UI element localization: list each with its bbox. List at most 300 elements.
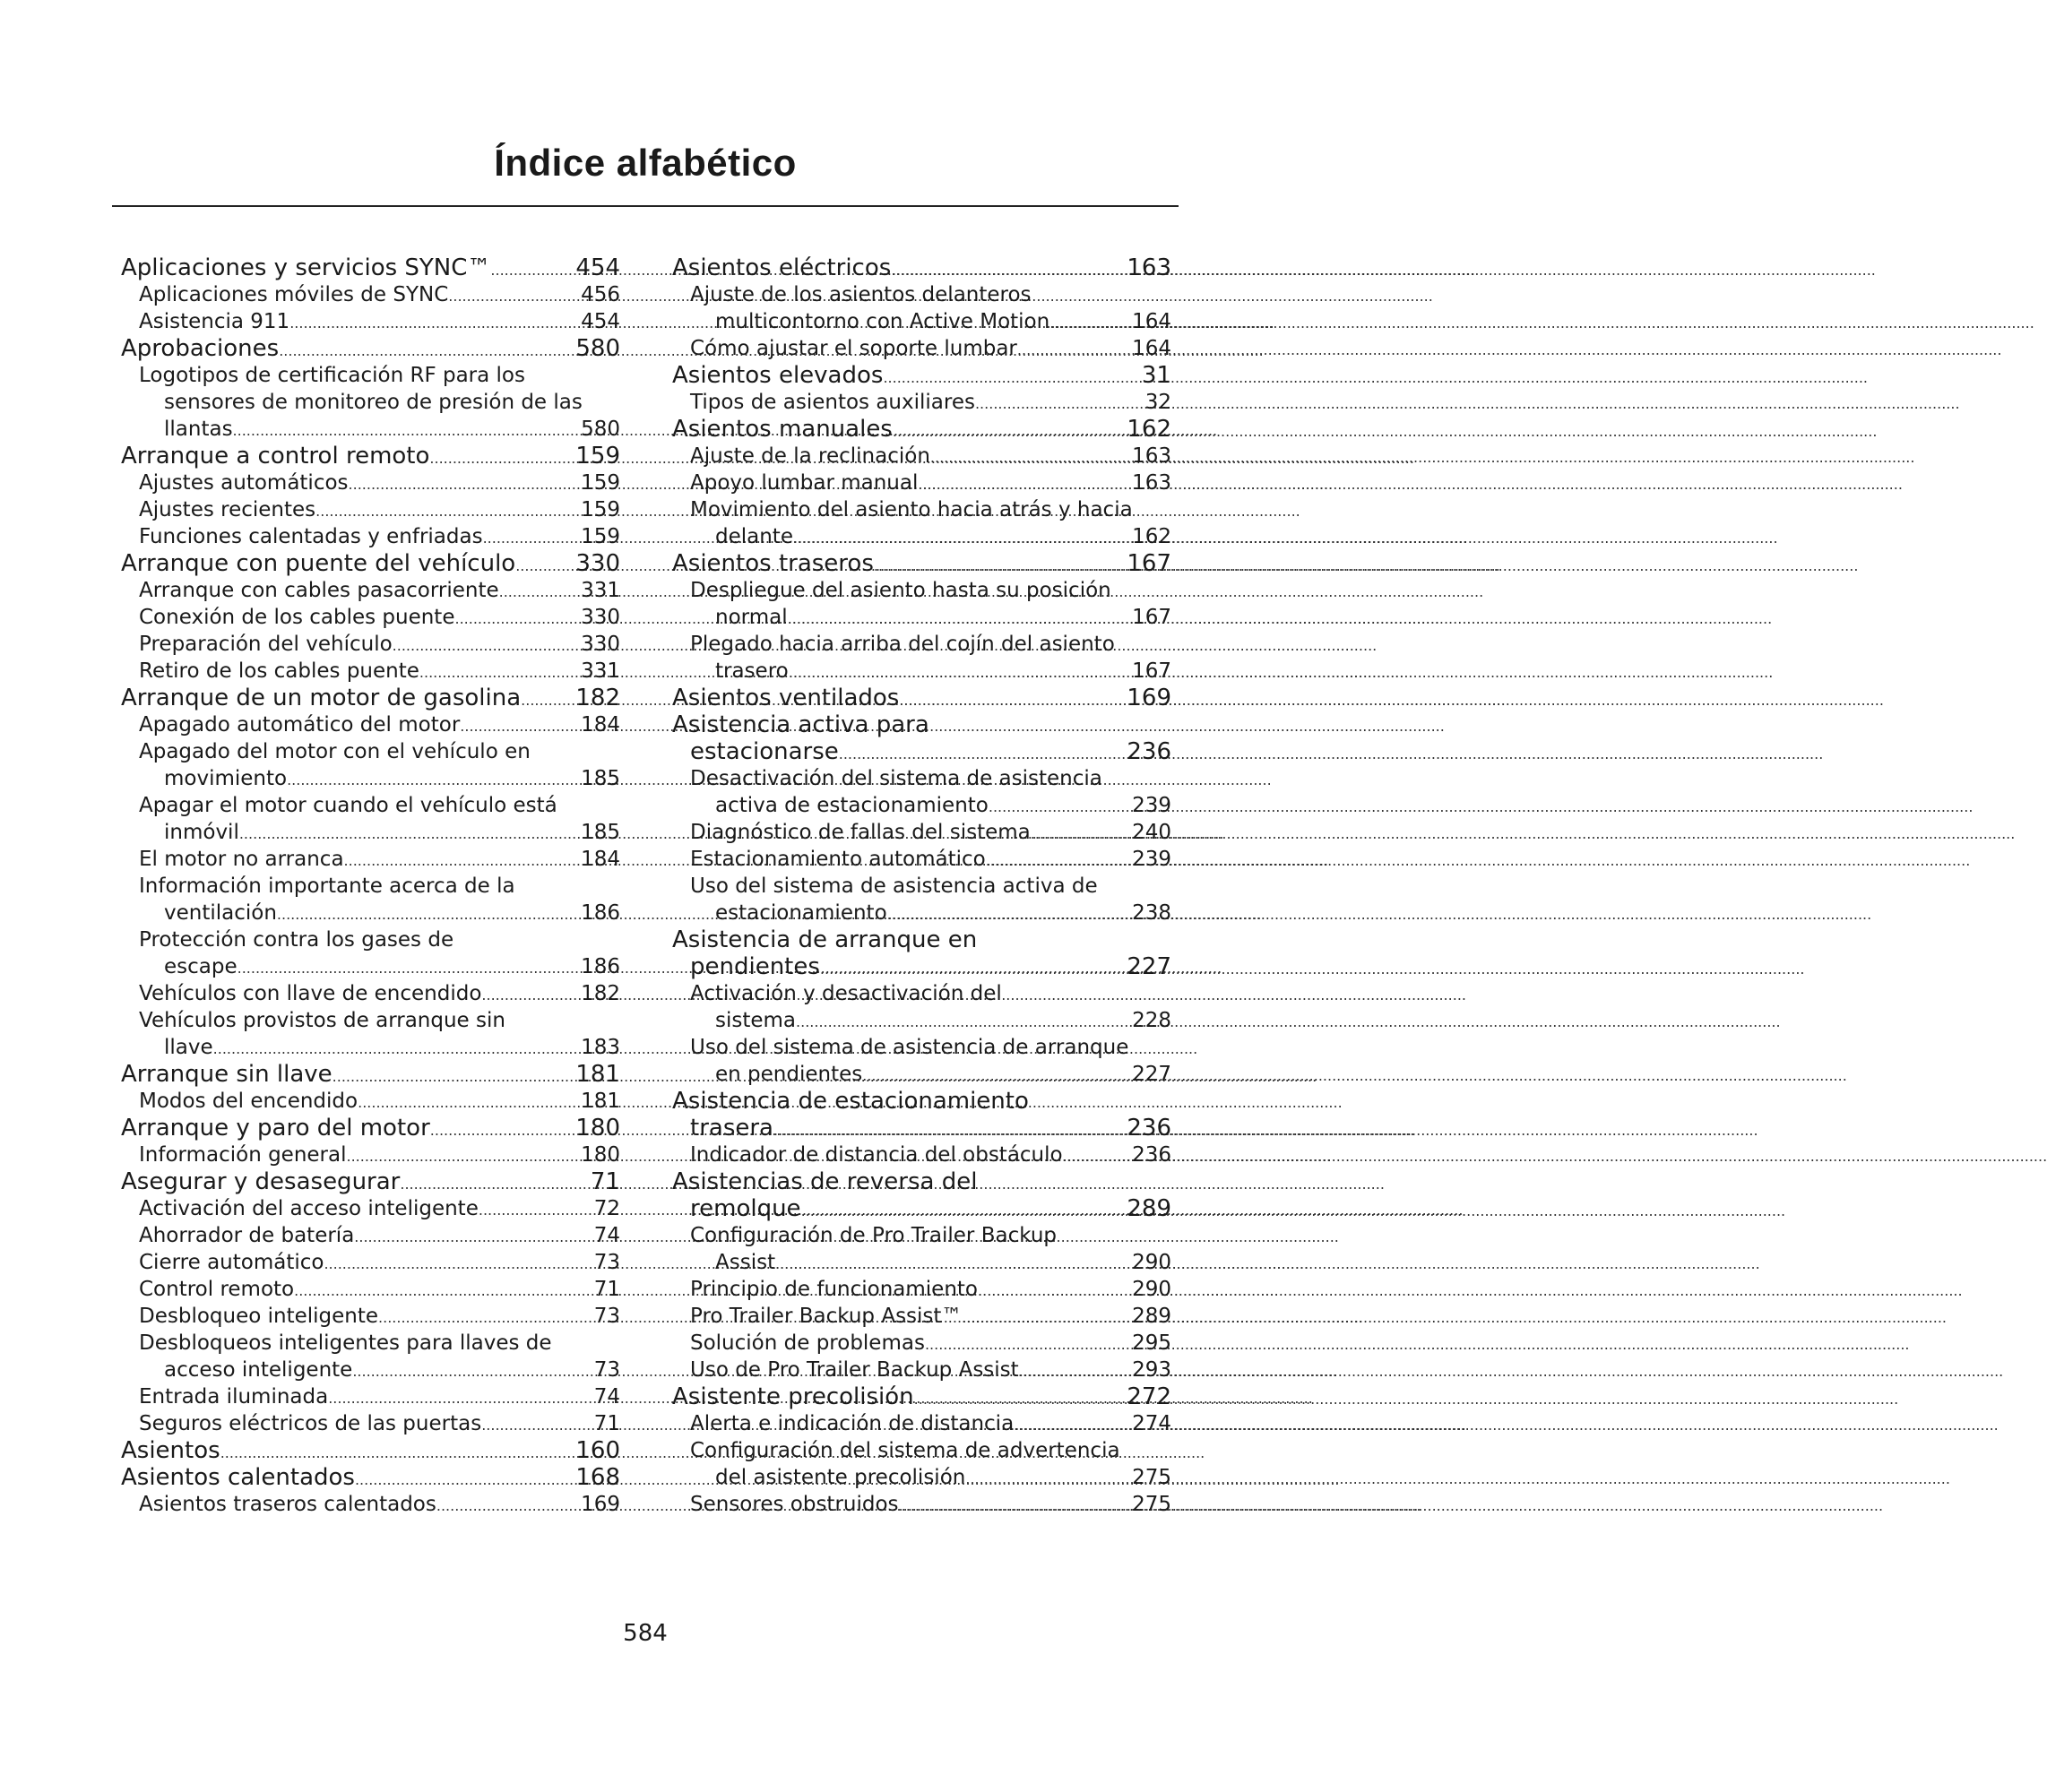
dot-leader: [481, 1412, 594, 1439]
entry-text: del asistente precolisión: [715, 1466, 966, 1489]
entry-text: Asientos eléctricos: [672, 254, 892, 281]
dot-leader: [978, 1278, 1132, 1305]
entry-page-number: 330: [581, 606, 620, 629]
index-subentry: [121, 1007, 620, 1034]
index-subentry: [121, 470, 620, 496]
entry-text: normal: [715, 606, 788, 629]
entry-text: Control remoto: [139, 1278, 295, 1301]
entry-text: Uso del sistema de asistencia de arranque: [690, 1036, 1129, 1059]
page-number: 584: [623, 1620, 668, 1647]
entry-text: Ajuste de los asientos delanteros: [690, 283, 1032, 306]
entry-page-number: 167: [1132, 606, 1171, 629]
entry-page-number: 227: [1132, 1063, 1171, 1086]
entry-text: Asegurar y desasegurar: [121, 1168, 401, 1195]
entry-page-number: 71: [593, 1412, 620, 1435]
index-subentry: [121, 1222, 620, 1249]
entry-page-number: 182: [581, 982, 620, 1005]
index-subentry: [121, 873, 620, 900]
entry-page-number: 159: [575, 443, 620, 470]
entry-page-number: 168: [575, 1464, 620, 1491]
entry-page-number: 163: [1132, 471, 1171, 495]
page-title: Índice alfabético: [494, 142, 797, 184]
index-subentry: [672, 1464, 1171, 1491]
entry-text: Movimiento del asiento hacia atrás y hacia: [690, 498, 1133, 521]
entry-text: Uso de Pro Trailer Backup Assist: [690, 1358, 1019, 1382]
entry-text: Configuración del sistema de advertencia: [690, 1439, 1120, 1462]
entry-text: llantas: [164, 418, 233, 441]
dot-leader: [354, 1224, 593, 1251]
entry-page-number: 162: [1132, 525, 1171, 548]
index-subentry: [121, 900, 620, 926]
entry-text: Asientos elevados: [672, 362, 884, 389]
index-entry: [121, 1464, 620, 1491]
entry-page-number: 73: [593, 1251, 620, 1274]
entry-page-number: 289: [1132, 1305, 1171, 1328]
entry-page-number: 290: [1132, 1278, 1171, 1301]
dot-leader: [430, 1117, 576, 1144]
dot-leader: [324, 1251, 593, 1278]
index-subentry: [121, 1195, 620, 1222]
dot-leader: [1049, 310, 1132, 337]
index-entry: [672, 1168, 1171, 1195]
entry-text: Arranque de un motor de gasolina: [121, 685, 522, 711]
dot-leader: [355, 1467, 575, 1494]
entry-text: Configuración de Pro Trailer Backup: [690, 1224, 1058, 1247]
index-entry: [121, 685, 620, 711]
entry-page-number: 454: [575, 254, 620, 281]
index-subentry: [672, 765, 1171, 792]
entry-text: Asistencia 911: [139, 310, 290, 333]
entry-text: Asientos traseros calentados: [139, 1493, 436, 1516]
entry-text: Vehículos provistos de arranque sin: [139, 1009, 505, 1032]
entry-text: Asientos manuales: [672, 416, 893, 443]
entry-text: El motor no arranca: [139, 848, 344, 871]
dot-leader: [328, 1385, 594, 1412]
index-subentry: [672, 1222, 1171, 1249]
dot-leader: [344, 848, 582, 874]
index-subentry: [121, 1303, 620, 1330]
index-subentry: [121, 765, 620, 792]
entry-page-number: 73: [593, 1305, 620, 1328]
index-entry: [672, 1115, 1171, 1142]
dot-leader: [775, 1251, 1132, 1278]
entry-page-number: 167: [1127, 550, 1171, 577]
dot-leader: [899, 687, 1127, 714]
entry-page-number: 163: [1132, 444, 1171, 468]
dot-leader: [887, 901, 1132, 928]
entry-text: activa de estacionamiento: [715, 794, 989, 817]
index-subentry: [121, 604, 620, 631]
index-subentry: [672, 658, 1171, 685]
dot-leader: [333, 1064, 576, 1090]
entry-text: Asistente precolisión: [672, 1383, 914, 1410]
entry-page-number: 330: [581, 633, 620, 656]
index-subentry: [672, 980, 1171, 1007]
entry-page-number: 580: [575, 335, 620, 362]
entry-text: Sensores obstruidos: [690, 1493, 899, 1516]
dot-leader: [820, 956, 1127, 983]
entry-page-number: 331: [581, 579, 620, 602]
index-entry: [672, 953, 1171, 980]
entry-page-number: 236: [1127, 1115, 1171, 1142]
entry-text: Solución de problemas: [690, 1331, 925, 1355]
index-subentry: [121, 631, 620, 658]
entry-page-number: 159: [581, 525, 620, 548]
index-entry: [672, 738, 1171, 765]
index-subentry: [121, 819, 620, 846]
dot-leader: [347, 1143, 582, 1170]
entry-page-number: 32: [1144, 391, 1171, 414]
entry-page-number: 181: [575, 1061, 620, 1088]
entry-text: pendientes: [690, 953, 820, 980]
entry-text: ventilación: [164, 901, 277, 925]
entry-text: Entrada iluminada: [139, 1385, 329, 1409]
entry-text: llave: [164, 1036, 213, 1059]
index-entry: [672, 926, 1171, 953]
index-subentry: [672, 496, 1171, 523]
index-subentry: [672, 1303, 1171, 1330]
index-entry: [672, 1088, 1171, 1115]
entry-page-number: 330: [575, 550, 620, 577]
dot-leader: [287, 767, 581, 794]
entry-text: en pendientes: [715, 1063, 863, 1086]
entry-page-number: 184: [581, 848, 620, 871]
entry-page-number: 184: [581, 713, 620, 737]
index-subentry: [672, 1276, 1171, 1303]
index-subentry: [121, 523, 620, 550]
entry-page-number: 159: [581, 471, 620, 495]
entry-page-number: 293: [1132, 1358, 1171, 1382]
entry-text: sensores de monitoreo de presión de las: [164, 391, 583, 414]
entry-text: Arranque con cables pasacorriente: [139, 579, 499, 602]
index-entry: [672, 685, 1171, 711]
index-subentry: [121, 496, 620, 523]
entry-page-number: 236: [1127, 738, 1171, 765]
index-entry: [672, 1195, 1171, 1222]
index-subentry: [121, 281, 620, 308]
index-subentry: [121, 577, 620, 604]
entry-page-number: 182: [575, 685, 620, 711]
entry-page-number: 289: [1127, 1195, 1171, 1222]
index-subentry: [672, 604, 1171, 631]
entry-text: acceso inteligente: [164, 1358, 353, 1382]
entry-page-number: 239: [1132, 848, 1171, 871]
dot-leader: [378, 1305, 594, 1331]
index-subentry: [672, 846, 1171, 873]
index-entry: [672, 711, 1171, 738]
dot-leader: [358, 1090, 581, 1116]
dot-leader: [239, 821, 581, 848]
index-subentry: [121, 1330, 620, 1357]
entry-page-number: 164: [1132, 337, 1171, 360]
dot-leader: [481, 982, 581, 1009]
index-entry: [672, 1383, 1171, 1410]
index-subentry: [672, 1330, 1171, 1357]
entry-page-number: 169: [1127, 685, 1171, 711]
entry-text: Seguros eléctricos de las puertas: [139, 1412, 482, 1435]
entry-text: Desbloqueos inteligentes para llaves de: [139, 1331, 552, 1355]
entry-text: Aplicaciones móviles de SYNC: [139, 283, 449, 306]
entry-text: escape: [164, 955, 238, 978]
entry-text: Desactivación del sistema de asistencia: [690, 767, 1102, 790]
entry-text: Alerta e indicación de distancia: [690, 1412, 1015, 1435]
entry-text: Preparación del vehículo: [139, 633, 393, 656]
entry-text: Asientos traseros: [672, 550, 874, 577]
entry-page-number: 290: [1132, 1251, 1171, 1274]
dot-leader: [862, 1063, 1132, 1090]
dot-leader: [788, 606, 1133, 633]
index-subentry: [121, 738, 620, 765]
entry-page-number: 239: [1132, 794, 1171, 817]
index-subentry: [672, 1034, 1171, 1061]
entry-text: Plegado hacia arriba del cojín del asiento: [690, 633, 1115, 656]
entry-page-number: 186: [581, 901, 620, 925]
entry-page-number: 181: [581, 1090, 620, 1113]
entry-page-number: 160: [575, 1437, 620, 1464]
entry-text: inmóvil: [164, 821, 239, 844]
entry-text: Assist: [715, 1251, 776, 1274]
dot-leader: [839, 741, 1127, 768]
entry-text: remolque: [690, 1195, 801, 1222]
dot-leader: [883, 365, 1141, 392]
entry-page-number: 73: [593, 1358, 620, 1382]
index-subentry: [121, 1491, 620, 1518]
dot-leader: [801, 1198, 1127, 1225]
entry-page-number: 331: [581, 659, 620, 683]
dot-leader: [279, 338, 575, 365]
entry-page-number: 275: [1132, 1466, 1171, 1489]
index-entry: [121, 1168, 620, 1195]
entry-text: Diagnóstico de fallas del sistema: [690, 821, 1031, 844]
entry-text: Cierre automático: [139, 1251, 324, 1274]
entry-text: trasero: [715, 659, 789, 683]
index-subentry: [121, 416, 620, 443]
entry-page-number: 162: [1127, 416, 1171, 443]
entry-page-number: 31: [1141, 362, 1171, 389]
index-entry: [121, 550, 620, 577]
dot-leader: [773, 1117, 1127, 1144]
index-subentry: [672, 1007, 1171, 1034]
index-entry: [121, 1437, 620, 1464]
entry-text: Vehículos con llave de encendido: [139, 982, 482, 1005]
entry-text: Información importante acerca de la: [139, 874, 515, 898]
index-subentry: [672, 577, 1171, 604]
entry-page-number: 159: [581, 498, 620, 521]
dot-leader: [986, 848, 1132, 874]
entry-page-number: 185: [581, 767, 620, 790]
dot-leader: [479, 1197, 594, 1224]
entry-page-number: 72: [593, 1197, 620, 1220]
dot-leader: [1019, 1358, 1132, 1385]
dot-leader: [213, 1036, 581, 1063]
entry-page-number: 275: [1132, 1493, 1171, 1516]
index-subentry: [121, 1276, 620, 1303]
entry-text: Cómo ajustar el soporte lumbar: [690, 337, 1017, 360]
index-subentry: [121, 980, 620, 1007]
dot-leader: [918, 471, 1132, 498]
index-entry: [672, 254, 1171, 281]
index-subentry: [121, 1088, 620, 1115]
entry-page-number: 167: [1132, 659, 1171, 683]
entry-text: trasera: [690, 1115, 773, 1142]
dot-leader: [454, 606, 581, 633]
entry-text: Ahorrador de batería: [139, 1224, 355, 1247]
index-subentry: [121, 711, 620, 738]
entry-text: Asientos ventilados: [672, 685, 900, 711]
index-subentry: [121, 846, 620, 873]
entry-text: estacionamiento: [715, 901, 887, 925]
index-subentry: [672, 335, 1171, 362]
dot-leader: [429, 445, 575, 472]
entry-text: Modos del encendido: [139, 1090, 358, 1113]
entry-text: Asientos: [121, 1437, 220, 1464]
entry-text: Principio de funcionamiento: [690, 1278, 979, 1301]
entry-page-number: 186: [581, 955, 620, 978]
index-subentry: [672, 1249, 1171, 1276]
entry-text: Conexión de los cables puente: [139, 606, 455, 629]
dot-leader: [965, 1466, 1132, 1493]
entry-text: Protección contra los gases de: [139, 928, 454, 952]
index-subentry: [672, 1491, 1171, 1518]
dot-leader: [925, 1331, 1132, 1358]
index-subentry: [672, 281, 1171, 308]
entry-text: sistema: [715, 1009, 797, 1032]
entry-text: delante: [715, 525, 793, 548]
dot-leader: [962, 1305, 1132, 1331]
entry-text: Apagado del motor con el vehículo en: [139, 740, 531, 763]
entry-text: Apoyo lumbar manual: [690, 471, 919, 495]
dot-leader: [975, 391, 1145, 418]
entry-text: Arranque sin llave: [121, 1061, 333, 1088]
index-subentry: [121, 953, 620, 980]
dot-leader: [499, 579, 581, 606]
index-subentry: [672, 1410, 1171, 1437]
index-entry: [672, 550, 1171, 577]
dot-leader: [419, 659, 581, 686]
entry-text: Logotipos de certificación RF para los: [139, 364, 525, 387]
entry-text: Asientos calentados: [121, 1464, 355, 1491]
index-subentry: [121, 1410, 620, 1437]
entry-text: Asistencia de estacionamiento: [672, 1088, 1029, 1115]
dot-leader: [796, 1009, 1132, 1036]
entry-text: Asistencia activa para: [672, 711, 929, 738]
entry-page-number: 274: [1132, 1412, 1171, 1435]
entry-text: estacionarse: [690, 738, 839, 765]
entry-text: Funciones calentadas y enfriadas: [139, 525, 483, 548]
entry-page-number: 454: [581, 310, 620, 333]
entry-text: Estacionamiento automático: [690, 848, 986, 871]
entry-text: Información general: [139, 1143, 347, 1167]
index-subentry: [672, 873, 1171, 900]
index-entry: [121, 335, 620, 362]
entry-text: Retiro de los cables puente: [139, 659, 419, 683]
entry-text: Arranque y paro del motor: [121, 1115, 430, 1142]
index-subentry: [672, 1357, 1171, 1383]
entry-text: Apagar el motor cuando el vehículo está: [139, 794, 557, 817]
dot-leader: [294, 1278, 594, 1305]
index-subentry: [672, 792, 1171, 819]
dot-leader: [233, 418, 582, 444]
index-subentry: [121, 1357, 620, 1383]
entry-text: Tipos de asientos auxiliares: [690, 391, 975, 414]
entry-page-number: 456: [581, 283, 620, 306]
index-entry: [121, 254, 620, 281]
index-subentry: [672, 1061, 1171, 1088]
index-subentry: [121, 1034, 620, 1061]
dot-leader: [277, 901, 581, 928]
index-subentry: [672, 443, 1171, 470]
entry-text: multicontorno con Active Motion: [715, 310, 1050, 333]
entry-text: Arranque a control remoto: [121, 443, 430, 470]
entry-text: Indicador de distancia del obstáculo: [690, 1143, 1063, 1167]
dot-leader: [483, 525, 582, 552]
dot-leader: [789, 659, 1132, 686]
dot-leader: [893, 418, 1127, 445]
entry-text: Activación del acceso inteligente: [139, 1197, 479, 1220]
index-subentry: [121, 1383, 620, 1410]
entry-page-number: 180: [581, 1143, 620, 1167]
dot-leader: [289, 310, 581, 337]
index-subentry: [672, 1437, 1171, 1464]
dot-leader: [490, 257, 575, 284]
dot-leader: [891, 257, 1127, 284]
index-entry: [121, 1115, 620, 1142]
index-entry: [672, 362, 1171, 389]
dot-leader: [1014, 1412, 1132, 1439]
entry-page-number: 169: [581, 1493, 620, 1516]
entry-text: Aprobaciones: [121, 335, 280, 362]
dot-leader: [793, 525, 1132, 552]
dot-leader: [315, 498, 581, 525]
index-subentry: [672, 523, 1171, 550]
entry-page-number: 238: [1132, 901, 1171, 925]
entry-text: movimiento: [164, 767, 288, 790]
entry-page-number: 183: [581, 1036, 620, 1059]
index-subentry: [121, 362, 620, 389]
entry-page-number: 163: [1127, 254, 1171, 281]
entry-page-number: 74: [593, 1224, 620, 1247]
index-subentry: [672, 308, 1171, 335]
index-subentry: [672, 389, 1171, 416]
entry-page-number: 164: [1132, 310, 1171, 333]
entry-text: Ajustes recientes: [139, 498, 316, 521]
dot-leader: [521, 687, 575, 714]
index-entry: [121, 1061, 620, 1088]
index-subentry: [672, 1142, 1171, 1168]
dot-leader: [220, 1440, 576, 1467]
index-subentry: [121, 1249, 620, 1276]
entry-text: Arranque con puente del vehículo: [121, 550, 516, 577]
entry-text: Ajuste de la reclinación: [690, 444, 930, 468]
entry-page-number: 185: [581, 821, 620, 844]
dot-leader: [914, 1386, 1127, 1413]
dot-leader: [1031, 821, 1132, 848]
index-column-left: [121, 254, 620, 1518]
index-subentry: [121, 308, 620, 335]
index-subentry: [121, 389, 620, 416]
entry-page-number: 71: [590, 1168, 620, 1195]
index-subentry: [121, 1142, 620, 1168]
dot-leader: [515, 553, 575, 580]
entry-text: Uso del sistema de asistencia activa de: [690, 874, 1098, 898]
entry-text: Despliegue del asiento hasta su posición: [690, 579, 1111, 602]
title-divider: [112, 205, 1179, 207]
entry-text: Desbloqueo inteligente: [139, 1305, 379, 1328]
entry-page-number: 295: [1132, 1331, 1171, 1355]
dot-leader: [1063, 1143, 1132, 1170]
index-subentry: [121, 926, 620, 953]
index-entry: [121, 443, 620, 470]
